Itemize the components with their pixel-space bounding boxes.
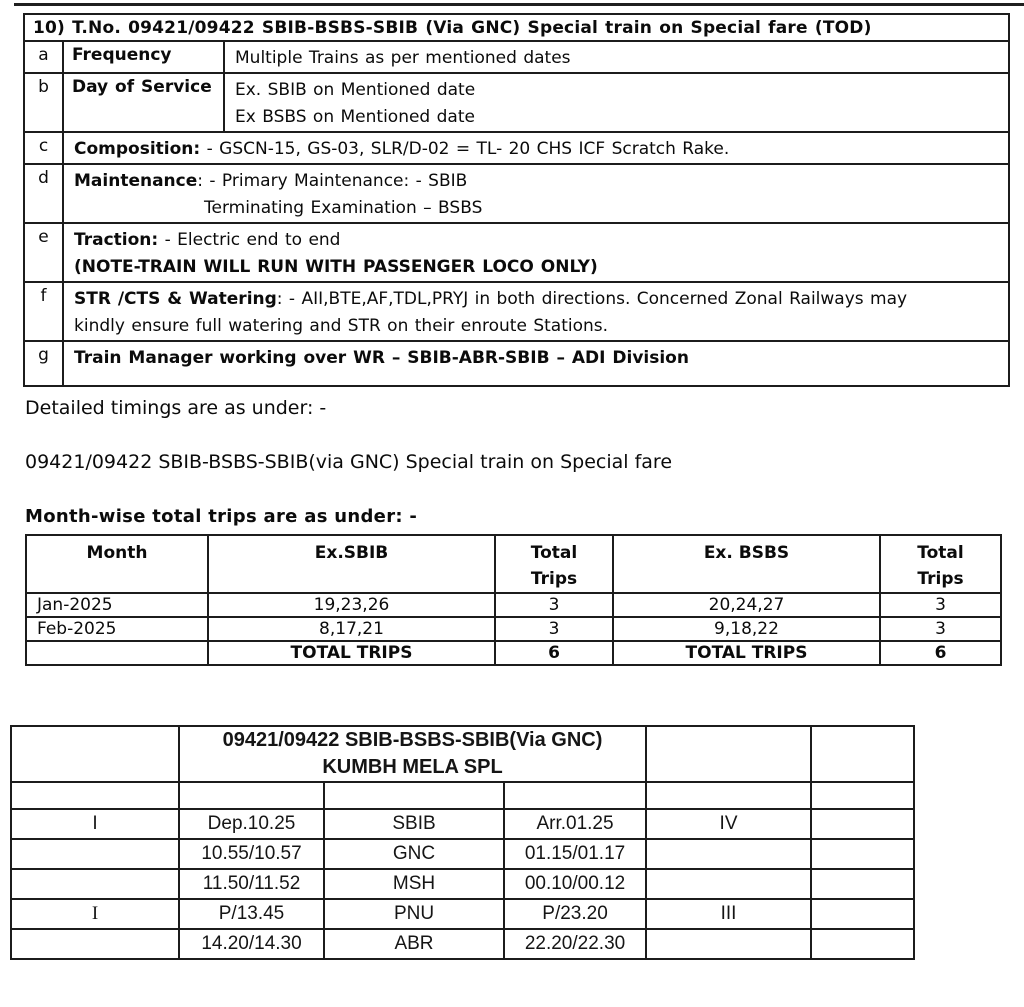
value-line: Ex BSBS on Mentioned date: [235, 107, 475, 127]
platform-numeral-cell: [646, 839, 811, 869]
value-line: [74, 136, 1000, 163]
month-cell: Feb-2025: [26, 617, 208, 641]
col-header-total-trips: [495, 535, 613, 593]
info-row-a: [24, 41, 1009, 73]
empty-cell: [179, 782, 324, 809]
value-line: [74, 286, 1000, 313]
station-code-cell: ABR: [324, 929, 504, 959]
title-line: KUMBH MELA SPL: [322, 756, 503, 778]
cropped-border-line: [14, 3, 1024, 6]
dep-time-cell: 11.50/11.52: [179, 869, 324, 899]
header-line: Total: [917, 543, 964, 563]
timing-row-sbib: [11, 809, 914, 839]
empty-cell: [811, 899, 914, 929]
bold-segment: Composition:: [74, 139, 201, 159]
row-key: f: [24, 282, 63, 341]
row-key: e: [24, 223, 63, 282]
ex-sbib-dates-cell: 19,23,26: [208, 593, 495, 617]
month-row-feb: [26, 617, 1001, 641]
monthwise-heading: Month-wise total trips are as under: -: [25, 506, 418, 527]
text-segment: : - Primary Maintenance: - SBIB: [197, 171, 468, 191]
total-trips-cell: 3: [495, 593, 613, 617]
dep-time-cell: Dep.10.25: [179, 809, 324, 839]
train-info-table: [23, 13, 1010, 387]
row-key: g: [24, 341, 63, 386]
arr-time-cell: 22.20/22.30: [504, 929, 646, 959]
row-value: [63, 164, 1009, 223]
info-row-b: [24, 73, 1009, 132]
ex-bsbs-dates-cell: 20,24,27: [613, 593, 880, 617]
total-trips-cell: 3: [880, 593, 1001, 617]
bold-segment: Traction:: [74, 230, 159, 250]
platform-numeral-cell: [646, 869, 811, 899]
ex-bsbs-dates-cell: 9,18,22: [613, 617, 880, 641]
train-description-text: 09421/09422 SBIB-BSBS-SBIB(via GNC) Special train on Special fare: [25, 451, 673, 473]
info-row-f: [24, 282, 1009, 341]
row-key: b: [24, 73, 63, 132]
total-trips-value: 6: [495, 641, 613, 665]
dep-time-cell: P/13.45: [179, 899, 324, 929]
dep-time-cell: 14.20/14.30: [179, 929, 324, 959]
row-value: [63, 282, 1009, 341]
info-row-e: [24, 223, 1009, 282]
total-trips-cell: 3: [880, 617, 1001, 641]
station-code-cell: PNU: [324, 899, 504, 929]
empty-cell: [811, 782, 914, 809]
empty-cell: [811, 839, 914, 869]
col-header-total-trips: [880, 535, 1001, 593]
info-row-d: [24, 164, 1009, 223]
row-value: [224, 41, 1009, 73]
row-label: Frequency: [63, 41, 224, 73]
bold-segment: Maintenance: [74, 171, 198, 191]
timing-spacer-row: [11, 782, 914, 809]
row-key: a: [24, 41, 63, 73]
col-header-ex-sbib: Ex.SBIB: [208, 535, 495, 593]
text-segment: - GSCN-15, GS-03, SLR/D-02 = TL- 20 CHS ICF Scratch Rake.: [200, 139, 730, 159]
value-line: [74, 227, 1000, 254]
platform-numeral-cell: [11, 839, 179, 869]
month-total-row: [26, 641, 1001, 665]
text-segment: - Electric end to end: [158, 230, 341, 250]
value-line: Terminating Examination – BSBS: [204, 198, 483, 218]
arr-time-cell: P/23.20: [504, 899, 646, 929]
ex-sbib-dates-cell: 8,17,21: [208, 617, 495, 641]
timing-row-pnu: [11, 899, 914, 929]
row-value: [63, 223, 1009, 282]
bold-segment: STR /CTS & Watering: [74, 289, 277, 309]
header-line: Trips: [917, 569, 964, 589]
arr-time-cell: 00.10/00.12: [504, 869, 646, 899]
value-line: [74, 168, 1000, 195]
header-line: Total: [530, 543, 578, 563]
train-timing-table: [10, 725, 915, 960]
timing-row-msh: [11, 869, 914, 899]
empty-cell: [504, 782, 646, 809]
total-trips-cell: 3: [495, 617, 613, 641]
timing-table-title: [179, 726, 646, 782]
empty-cell: [646, 782, 811, 809]
col-header-ex-bsbs: Ex. BSBS: [613, 535, 880, 593]
month-header-row: [26, 535, 1001, 593]
empty-cell: [811, 929, 914, 959]
info-row-c: [24, 132, 1009, 164]
station-code-cell: GNC: [324, 839, 504, 869]
header-line: Trips: [530, 569, 578, 589]
platform-numeral-cell: III: [646, 899, 811, 929]
row-key: d: [24, 164, 63, 223]
empty-cell: [646, 726, 811, 782]
empty-cell: [811, 869, 914, 899]
row-value: [63, 341, 1009, 386]
row-label: Day of Service: [63, 73, 224, 132]
text-segment: : - AII,BTE,AF,TDL,PRYJ in both directions. Concerned Zonal Railways may: [276, 289, 908, 309]
value-line: Ex. SBIB on Mentioned date: [235, 80, 476, 100]
empty-cell: [811, 809, 914, 839]
month-row-jan: [26, 593, 1001, 617]
total-trips-label: TOTAL TRIPS: [613, 641, 880, 665]
platform-numeral-cell: I: [11, 809, 179, 839]
platform-numeral-cell: [11, 929, 179, 959]
empty-cell: [11, 726, 179, 782]
platform-numeral-cell: IV: [646, 809, 811, 839]
empty-cell: [811, 726, 914, 782]
timing-row-abr: [11, 929, 914, 959]
station-code-cell: SBIB: [324, 809, 504, 839]
note-line: (NOTE-TRAIN WILL RUN WITH PASSENGER LOCO ONLY): [74, 257, 598, 277]
arr-time-cell: Arr.01.25: [504, 809, 646, 839]
row-value: [224, 73, 1009, 132]
month-cell: Jan-2025: [26, 593, 208, 617]
dep-time-cell: 10.55/10.57: [179, 839, 324, 869]
empty-cell: [26, 641, 208, 665]
row-value: [63, 132, 1009, 164]
value-line: Train Manager working over WR – SBIB-ABR-SBIB – ADI Division: [74, 348, 689, 368]
arr-time-cell: 01.15/01.17: [504, 839, 646, 869]
title-line: 09421/09422 SBIB-BSBS-SBIB(Via GNC): [222, 729, 603, 751]
platform-numeral-cell: I: [11, 899, 179, 929]
timing-row-gnc: [11, 839, 914, 869]
info-table-title: 10) T.No. 09421/09422 SBIB-BSBS-SBIB (Via GNC) Special train on Special fare (TOD): [24, 14, 1009, 41]
info-title-row: [24, 14, 1009, 41]
value-line: Multiple Trains as per mentioned dates: [235, 48, 571, 68]
total-trips-label: TOTAL TRIPS: [208, 641, 495, 665]
row-key: c: [24, 132, 63, 164]
value-line: kindly ensure full watering and STR on their enroute Stations.: [74, 316, 609, 336]
detailed-timings-text: Detailed timings are as under: -: [25, 397, 327, 419]
empty-cell: [324, 782, 504, 809]
total-trips-value: 6: [880, 641, 1001, 665]
monthwise-trips-table: [25, 534, 1002, 666]
empty-cell: [11, 782, 179, 809]
timing-title-row: [11, 726, 914, 782]
info-row-g: [24, 341, 1009, 386]
platform-numeral-cell: [646, 929, 811, 959]
col-header-month: Month: [26, 535, 208, 593]
platform-numeral-cell: [11, 869, 179, 899]
station-code-cell: MSH: [324, 869, 504, 899]
